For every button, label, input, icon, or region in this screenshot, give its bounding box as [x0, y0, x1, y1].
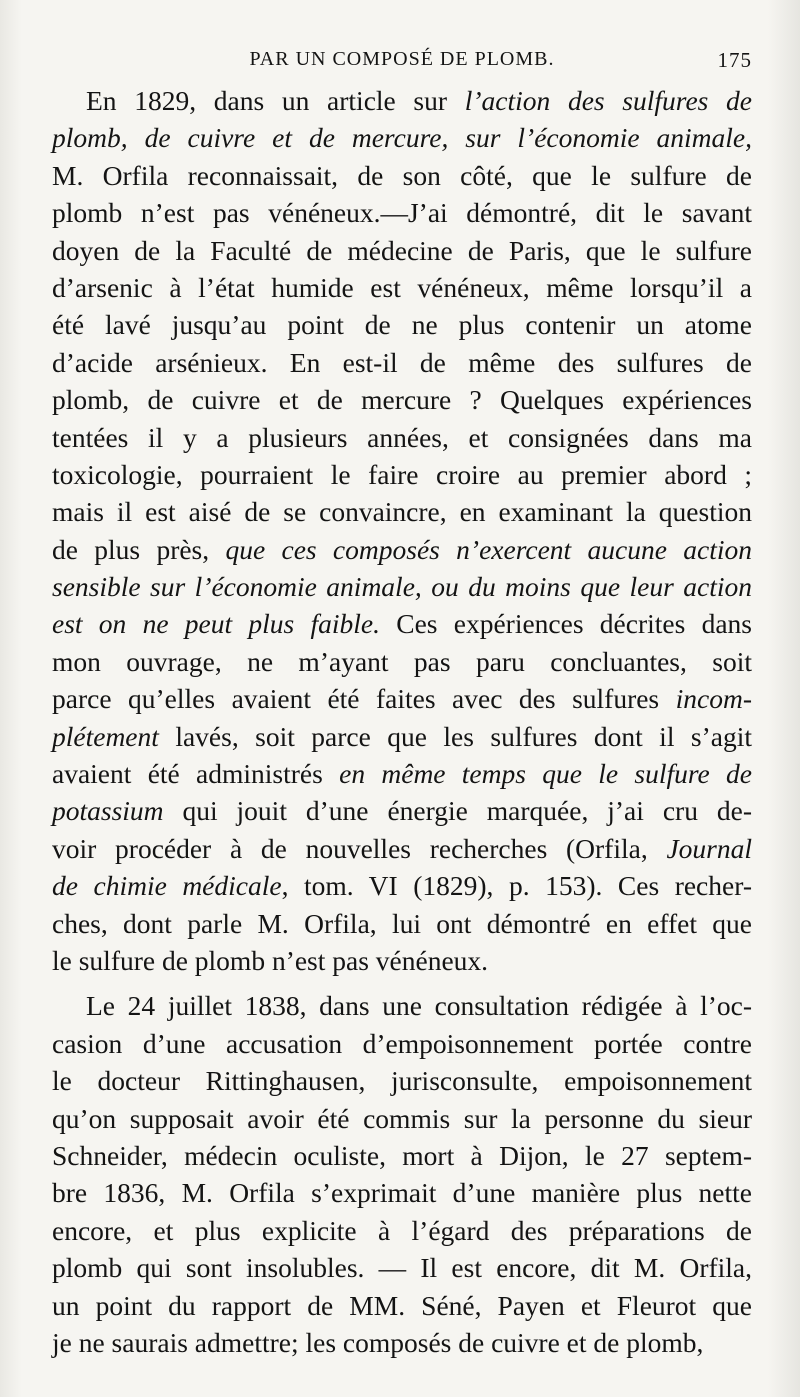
- paragraph: [52, 82, 752, 979]
- text-segment: le docteur Rittinghausen, jurisconsulte, empoisonnement: [52, 1065, 752, 1097]
- text-segment: encore, et plus explicite à l’égard des préparations de: [52, 1214, 752, 1246]
- italic-segment: sensible sur l’économie animale, ou du moins que leur action: [52, 571, 752, 603]
- text-line: [52, 1100, 752, 1137]
- text-segment: plomb qui sont insolubles. — Il est encore, dit M. Orfila,: [52, 1252, 752, 1284]
- text-segment: plomb, de cuivre et de mercure ? Quelques expériences: [52, 384, 752, 416]
- text-segment: tentées il y a plusieurs années, et consignées dans ma: [52, 421, 752, 453]
- text-line: [52, 1287, 752, 1324]
- text-segment: lavés, soit parce que les sulfures dont il s’agit: [158, 720, 752, 752]
- text-line: [52, 344, 752, 381]
- text-line: [52, 232, 752, 269]
- text-line: [52, 306, 752, 343]
- text-segment: le sulfure de plomb n’est pas vénéneux.: [52, 944, 489, 976]
- italic-segment: est on ne peut plus faible.: [52, 608, 380, 640]
- text-segment: M. Orfila reconnaissait, de son côté, que le sulfure de: [52, 159, 752, 191]
- text-line: [52, 568, 752, 605]
- text-line: [52, 1174, 752, 1211]
- italic-segment: plétement: [52, 720, 159, 752]
- text-segment: un point du rapport de MM. Séné, Payen et Fleurot que: [52, 1289, 752, 1321]
- italic-segment: incom-: [675, 683, 752, 715]
- text-segment: je ne saurais admettre; les composés de cuivre et de plomb,: [52, 1326, 704, 1358]
- text-segment: Le 24 juillet 1838, dans une consultation rédigée à l’oc-: [86, 990, 752, 1022]
- text-line: [52, 381, 752, 418]
- text-line: [52, 269, 752, 306]
- text-line: [52, 987, 752, 1024]
- text-line: [52, 1137, 752, 1174]
- text-segment: avaient été administrés: [52, 758, 340, 790]
- text-segment: toxicologie, pourraient le faire croire au premier abord ;: [52, 458, 752, 490]
- text-segment: d’arsenic à l’état humide est vénéneux, même lorsqu’il a: [52, 271, 752, 303]
- text-segment: doyen de la Faculté de médecine de Paris, que le sulfure: [52, 234, 752, 266]
- text-segment: casion d’une accusation d’empoisonnement portée contre: [52, 1027, 752, 1059]
- text-line: [52, 119, 752, 156]
- text-line: [52, 1249, 752, 1286]
- paragraph: [52, 987, 752, 1361]
- italic-segment: que ces composés n’exercent aucune action: [225, 533, 752, 565]
- text-segment: Ces expériences décrites dans: [380, 608, 752, 640]
- text-line: [52, 718, 752, 755]
- page-number: 175: [717, 48, 752, 72]
- text-segment: Schneider, médecin oculiste, mort à Dijon, le 27 septem-: [52, 1139, 752, 1171]
- text-segment: bre 1836, M. Orfila s’exprimait d’une manière plus nette: [52, 1177, 752, 1209]
- text-line: [52, 1212, 752, 1249]
- italic-segment: de chimie médicale: [52, 870, 282, 902]
- text-segment: mais il est aisé de se convaincre, en examinant la question: [52, 496, 752, 528]
- text-segment: mon ouvrage, ne m’ayant pas paru concluantes, soit: [52, 645, 752, 677]
- text-line: [52, 942, 752, 979]
- text-line: [52, 643, 752, 680]
- text-line: [52, 194, 752, 231]
- italic-segment: l’action des sulfures de: [464, 85, 752, 116]
- italic-segment: plomb, de cuivre et de mercure, sur l’économie animale,: [52, 122, 752, 154]
- text-segment: parce qu’elles avaient été faites avec des sulfures: [52, 683, 676, 715]
- text-line: [52, 493, 752, 530]
- text-segment: voir procéder à de nouvelles recherches (Orfila,: [52, 832, 667, 864]
- text-line: [52, 755, 752, 792]
- text-segment: En 1829, dans un article sur: [86, 85, 465, 116]
- text-segment: ches, dont parle M. Orfila, lui ont démontré en effet que: [52, 907, 752, 939]
- text-segment: été lavé jusqu’au point de ne plus contenir un atome: [52, 309, 752, 341]
- text-line: [52, 1324, 752, 1361]
- text-line: [52, 419, 752, 456]
- text-line: [52, 157, 752, 194]
- text-segment: qu’on supposait avoir été commis sur la personne du sieur: [52, 1102, 752, 1134]
- text-segment: plomb n’est pas vénéneux.—J’ai démontré, dit le savant: [52, 197, 752, 229]
- text-line: [52, 531, 752, 568]
- running-head: [52, 42, 752, 82]
- body-text: [52, 82, 752, 1361]
- italic-segment: potassium: [52, 795, 164, 827]
- paragraph-gap: [52, 979, 752, 987]
- text-segment: d’acide arsénieux. En est-il de même des sulfures de: [52, 346, 752, 378]
- text-segment: qui jouit d’une énergie marquée, j’ai cru de-: [163, 795, 752, 827]
- text-segment: de plus près,: [52, 533, 226, 565]
- text-line: [52, 1025, 752, 1062]
- italic-segment: en même temps que le sulfure de: [339, 758, 752, 790]
- text-line: [52, 1062, 752, 1099]
- running-title: PAR UN COMPOSÉ DE PLOMB.: [249, 48, 555, 70]
- text-line: [52, 867, 752, 904]
- text-line: [52, 792, 752, 829]
- text-line: [52, 830, 752, 867]
- text-line: [52, 605, 752, 642]
- text-segment: , tom. VI (1829), p. 153). Ces recher-: [281, 870, 752, 902]
- text-line: [52, 905, 752, 942]
- text-line: [52, 82, 752, 119]
- text-line: [52, 456, 752, 493]
- text-line: [52, 680, 752, 717]
- italic-segment: Journal: [666, 832, 752, 864]
